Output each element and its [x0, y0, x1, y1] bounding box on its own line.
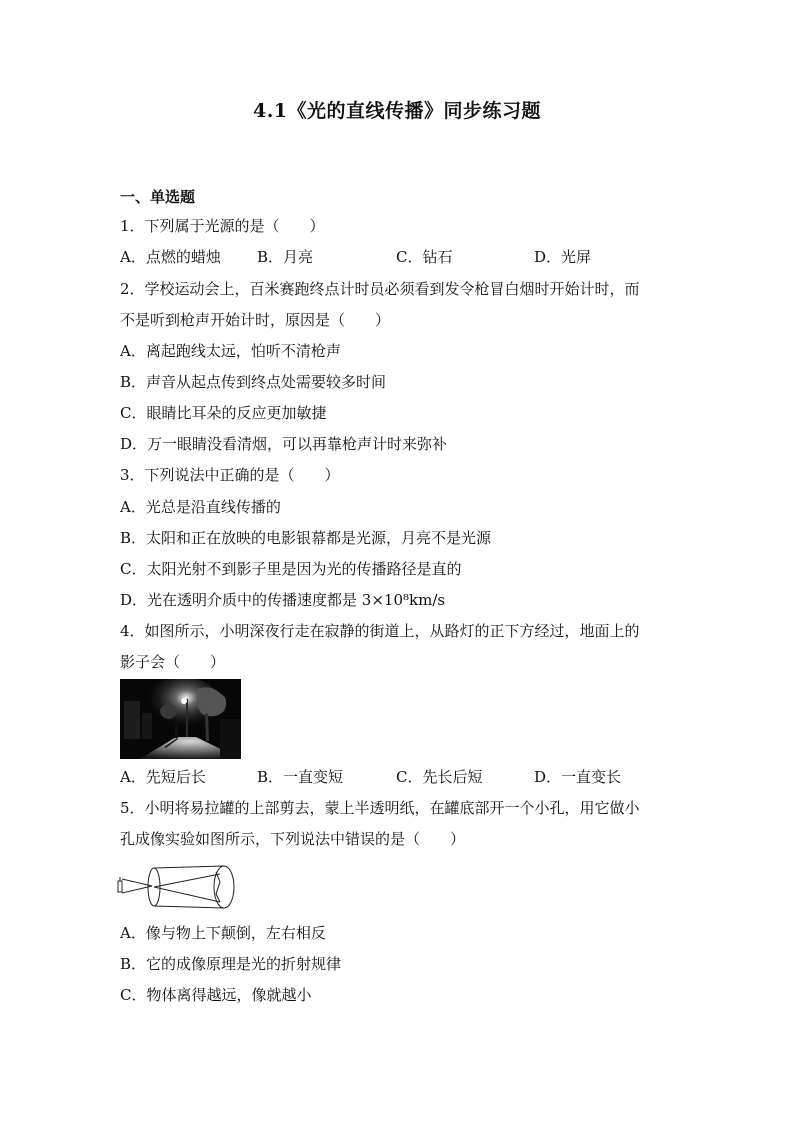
night-street-illustration	[120, 679, 241, 759]
q5-option-c[interactable]: C．物体离得越远，像就越小	[120, 986, 312, 1004]
question-5-stem-line2: 孔成像实验如图所示，下列说法中错误的是（ ）	[120, 830, 466, 848]
question-3-stem: 3．下列说法中正确的是（ ）	[120, 466, 340, 484]
q1-option-c[interactable]: C．钻石	[396, 248, 453, 266]
section-heading: 一、单选题	[120, 188, 196, 206]
q2-option-b[interactable]: B．声音从起点传到终点处需要较多时间	[120, 373, 387, 391]
pinhole-camera-illustration	[116, 860, 240, 914]
q3-option-a[interactable]: A．光总是沿直线传播的	[120, 498, 281, 516]
q1-option-b[interactable]: B．月亮	[257, 248, 314, 266]
q1-option-d[interactable]: D．光屏	[534, 248, 592, 266]
page-title: 4.1《光的直线传播》同步练习题	[252, 100, 542, 122]
q4-option-a[interactable]: A．先短后长	[120, 768, 206, 786]
q3-option-d[interactable]: D．光在透明介质中的传播速度都是 3×10⁸km/s	[120, 591, 446, 609]
question-4-stem-line2: 影子会（ ）	[120, 653, 226, 671]
question-1-stem: 1．下列属于光源的是（ ）	[120, 217, 325, 235]
q3-option-b[interactable]: B．太阳和正在放映的电影银幕都是光源，月亮不是光源	[120, 529, 492, 547]
q3-option-c[interactable]: C．太阳光射不到影子里是因为光的传播路径是直的	[120, 560, 462, 578]
question-5-stem-line1: 5．小明将易拉罐的上部剪去，蒙上半透明纸，在罐底部开一个小孔，用它做小	[120, 799, 640, 817]
question-2-stem-line1: 2．学校运动会上，百米赛跑终点计时员必须看到发令枪冒白烟时开始计时，而	[120, 280, 640, 298]
night-street-photo	[120, 679, 241, 759]
q4-option-c[interactable]: C．先长后短	[396, 768, 483, 786]
question-2-stem-line2: 不是听到枪声开始计时，原因是（ ）	[120, 311, 391, 329]
q1-option-a[interactable]: A．点燃的蜡烛	[120, 248, 221, 266]
q5-option-b[interactable]: B．它的成像原理是光的折射规律	[120, 955, 342, 973]
q4-option-d[interactable]: D．一直变长	[534, 768, 622, 786]
q2-option-d[interactable]: D．万一眼睛没看清烟，可以再靠枪声计时来弥补	[120, 435, 448, 453]
q5-option-a[interactable]: A．像与物上下颠倒，左右相反	[120, 924, 326, 942]
q4-option-b[interactable]: B．一直变短	[257, 768, 344, 786]
pinhole-camera-diagram	[116, 860, 240, 914]
q2-option-c[interactable]: C．眼睛比耳朵的反应更加敏捷	[120, 404, 327, 422]
question-4-stem-line1: 4．如图所示，小明深夜行走在寂静的街道上，从路灯的正下方经过，地面上的	[120, 622, 640, 640]
q2-option-a[interactable]: A．离起跑线太远，怕听不清枪声	[120, 342, 341, 360]
